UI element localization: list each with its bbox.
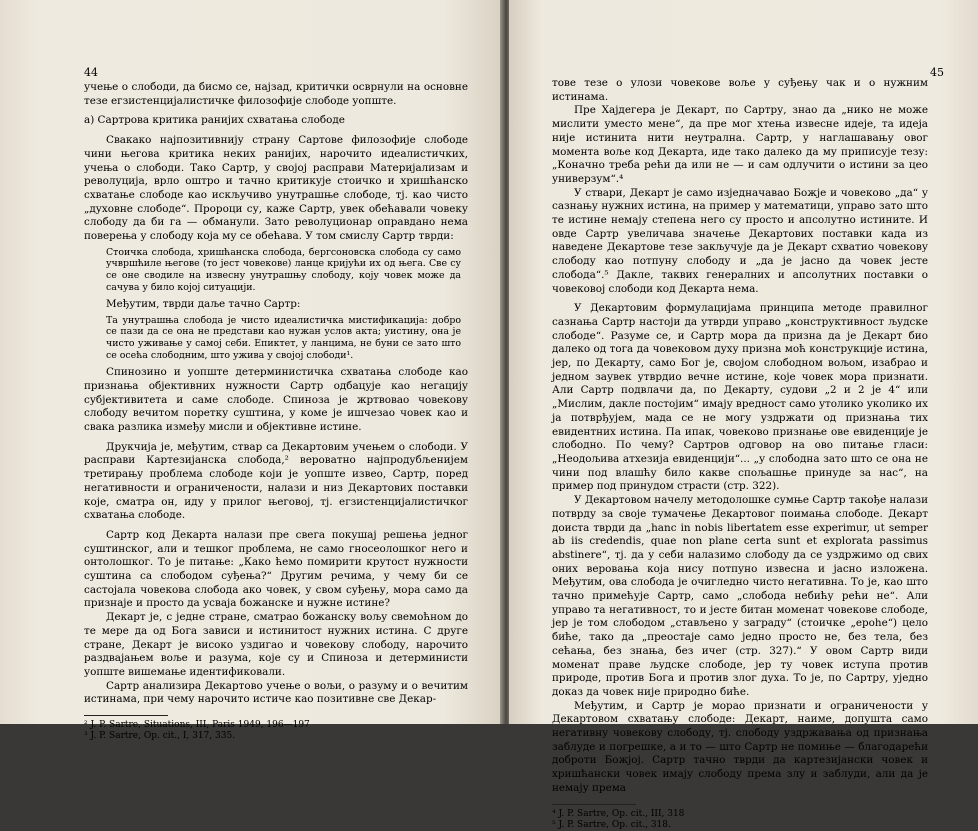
footnote: ³ J. P. Sartre, Op. cit., I, 317, 335.	[84, 731, 236, 742]
paragraph: У Декартовом начелу методолошке сумње Сартр такође налази потврду за своје тумачење Декартовог поимања слободе. Декарт доиста тврди да „hanc in nobis libertatem esse experimur, ut semper ab iis credendis, quae non plane certa sunt et explorata passimus abstinere“, тј. да у себи налазимо слободу да се уздржимо од свих оних веровања која нису потпуно извесна и јасно изложена. Међутим, ова слобода је очигледно чисто негативна. То је, као што тачно примећује Сартр, само „слобода небићу рећи не“. Али управо та негативност, то и јесте битан моменат човекове слободе, јер је том слободом „стављено у заграду“ (стоичке „epohe“) цело биће, тако да „преостаје само једно просто не, без тела, без сећања, без знања, без ичег (стр. 327).“ У овом Сартр види моменат праве људске слободе, јер ту човек иступа против природе, против Бога и против злог духа. То је, по Сартру, уједно доказ да човек није природно биће.	[552, 494, 928, 698]
footnote-rule	[84, 715, 168, 716]
block-quote: Та унутрашња слобода је чисто идеалистичка мистификација: добро се пази да се она не представи као нужан услов акта; уистину, она је чисто уживање у самој себи. Епиктет, у ланцима, не буни се зато што се осећа слободним, што ужива у својој слободи¹.	[106, 314, 461, 361]
paragraph: У ствари, Декарт је само изједначавао Божје и човеково „да“ у сазнању нужних истина, на пример у математици, управо зато што те истине немају степена него су просто и апсолутно истините. И овде Сартр увеличава значење Декартових поставки када из наведене Декартове тезе закључује да је Декарт схватио човекову слободу као потпуну слободу и „да је јасно да човек јесте слобода“.⁵ Дакле, таквих генералних и апсолутних поставки о човековој слободи код Декарта нема.	[552, 186, 928, 295]
left-page-body	[84, 81, 468, 742]
paragraph: Међутим, тврди даље тачно Сартр:	[106, 298, 301, 311]
paragraph: У Декартовим формулацијама принципа методе правилног сазнања Сартр настоји да утврди управо „конструктивност људске слободе“. Разуме се, и Сартр мора да призна да је Декарт био далеко од тога да човековом духу призна моћ конструкције истина, јер, по Декарту, само Бог је, својом слободном вољом, изабрао и једном заувек утврдио вечне истине, које човек мора признати. Али Сартр подвлачи да, по Декарту, судови „2 и 2 је 4“ или „Мислим, дакле постојим“ имају вредност само утолико уколико их ја потврђујем, мада се не могу уздржати од признања тих евидентних истина. Па ипак, човеково признање ове евиденције је слободно. По чему? Сартров одговор на ово питање гласи: „Неодољива атхезија евиденцији“... „у слободна зато што се она не чини под влашћу било какве спољашње принуде за нас“, на пример под принудом страсти (стр. 322).	[552, 302, 928, 493]
paragraph: Међутим, и Сартр је морао признати и ограничености у Декартовом схватању слободе: Декарт, наиме, допушта само негативну човекову слободу, тј. слободу уздржавања од признања заблуде и погрешке, а и то — што Сартр не помиње — благодарећи доброти Божјој. Сартр тачно тврди да картезијански човек и хришћански човек имају слободу према злу и заблуди, али да је немају према	[552, 699, 928, 794]
paragraph: Спинозино и уопште детерминистичка схватања слободе као признања објективних нужности Сартр одбацује као негацију субјективитета и саме слободе. Спиноза је жртвовао човекову слободу вечитом поретку суштина, у коме је ишчезао човек као и свака разлика између мисли и објективне истине.	[84, 366, 468, 433]
block-quote: Стоичка слобода, хришћанска слобода, бергсоновска слобода су само учвршћиле његове (то јест човекове) ланце кријући их од њега. Све су се оне сводиле на извесну унутрашњу слободу, коју човек може да сачува у било којој ситуацији.	[106, 246, 461, 293]
left-page-number: 44	[84, 66, 98, 79]
paragraph: учење о слободи, да бисмо се, најзад, критички осврнули на основне тезе егзистенцијалистичке филозофије слободе уопште.	[84, 81, 468, 107]
paragraph: Декарт је, с једне стране, сматрао божанску вољу свемоћном до те мере да од Бога зависи и истинитост нужних истина. С друге стране, Декарт је високо уздигао и човекову слободу, нарочито раздвајањем воље и разума, које су и Спиноза и детерминисти уопште вишемање идентификовали.	[84, 611, 468, 678]
paragraph: Пре Хајдегера је Декарт, по Сартру, знао да „нико не може мислити уместо мене“, да пре мог хтења извесне идеје, та идеја није истинита нити неутрална. Сартр, у наглашавању овог момента вољe код Декарта, иде тако далеко да му приписује тезу: „Коначно треба рећи да или не — и сам одлучити о истини за цео универзум“.⁴	[552, 104, 928, 185]
footnote-rule	[552, 804, 636, 805]
section-heading: а) Сартрова критика ранијих схватања слободе	[84, 114, 345, 127]
right-page-number: 45	[930, 66, 944, 79]
paragraph: тове тезе о улози човекове воље у суђењу чак и о нужним истинама.	[552, 77, 928, 103]
footnote: ² J. P. Sartre, Situations, III, Paris 1949, 196—197	[84, 720, 310, 731]
paragraph: Сартр код Декарта налази пре свега покушај решења једног суштинског, али и тешког проблема, не само гносеолошког него и онтолошког. То је питање: „Како ћемо помирити крутост нужности суштина са слободом суђења?“ Другим речима, у чему би се састојала човекова слобода ако човек, у свом суђењу, мора само да признаје и просто да усваја божанске и нужне истине?	[84, 528, 468, 610]
paragraph: Свакако најпозитивнију страну Сартове филозофије слободе чини његова критика неких ранијих, нарочито идеалистичких, учења о слободи. Тако Сартр, у својој расправи Материјализам и револуција, врло оштро и тачно критикује стоичко и хришћанско схватање слободе као искључиво унутрашње слободе, тј. као чисто „духовне слободе“. Пророци су, каже Сартр, увек обећавали човеку слободу да би га — обманули. Зато револуционар оправдано нема поверења у слободу која му се обећава. У том смислу Сартр тврди:	[84, 134, 468, 243]
footnote: ⁵ J. P. Sartre, Op. cit., 318.	[552, 819, 671, 830]
footnote: ⁴ J. P. Sartre, Op. cit., III, 318	[552, 808, 685, 819]
paragraph: Друкчија је, међутим, ствар са Декартовим учењем о слободи. У расправи Картезијанска слобода,² вероватно најпродубљенијем третирању проблема слободе који је уопште извео, Сартр, поред негативности и ограничености, налази и низ Декартових поставки које, сматра он, иду у прилог његовој, тј. егзистенцијалистичког схватања слободе.	[84, 440, 468, 522]
right-page-body	[552, 77, 928, 831]
paragraph: Сартр анализира Декартово учење о вољи, о разуму и о вечитим истинама, при чему нарочито истиче као позитивне све Декар-	[84, 679, 468, 706]
